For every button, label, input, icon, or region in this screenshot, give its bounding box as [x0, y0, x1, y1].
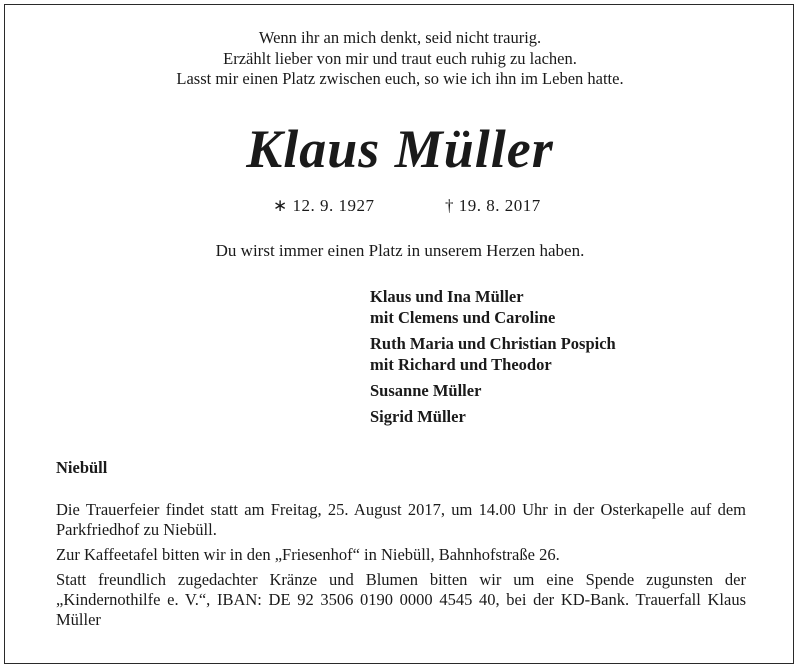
- mourner-entry: [370, 380, 616, 401]
- mourner-line: mit Richard und Theodor: [370, 355, 552, 374]
- coffee-paragraph: Zur Kaffeetafel bitten wir in den „Friesenhof“ in Niebüll, Bahnhofstraße 26.: [56, 545, 560, 564]
- funeral-info: [56, 500, 746, 635]
- death-date: † 19. 8. 2017: [445, 196, 541, 215]
- mourner-entry: [370, 286, 616, 328]
- donation-paragraph: Statt freundlich zugedachter Kränze und Blumen bitten wir um eine Spende zugunsten der „Kindernothilfe e. V.“, IBAN: DE 92 3506 0190 0000 4545 40, bei der KD-Bank. Trauerfall Klaus Müller: [56, 570, 746, 629]
- mourners-list: [370, 286, 616, 432]
- mourner-line: Ruth Maria und Christian Pospich: [370, 334, 616, 353]
- poem-line: Wenn ihr an mich denkt, seid nicht traurig.: [258, 28, 542, 47]
- deceased-name: Klaus Müller: [246, 119, 554, 179]
- mourner-line: Klaus und Ina Müller: [370, 287, 524, 306]
- mourner-line: Sigrid Müller: [370, 407, 466, 426]
- poem-line: Lasst mir einen Platz zwischen euch, so wie ich ihn im Leben hatte.: [176, 69, 624, 88]
- mourner-line: mit Clemens und Caroline: [370, 308, 556, 327]
- mourner-line: Susanne Müller: [370, 381, 482, 400]
- poem-line: Erzählt lieber von mir und traut euch ruhig zu lachen.: [223, 48, 577, 68]
- mourner-entry: [370, 333, 616, 375]
- place-heading: Niebüll: [56, 458, 108, 477]
- poem: [0, 28, 800, 90]
- motto: Du wirst immer einen Platz in unserem Herzen haben.: [215, 241, 585, 260]
- funeral-service-paragraph: Die Trauerfeier findet statt am Freitag, 25. August 2017, um 14.00 Uhr in der Osterkapelle auf dem Parkfriedhof zu Niebüll.: [56, 500, 746, 539]
- birth-date: ∗ 12. 9. 1927: [273, 196, 375, 215]
- mourner-entry: [370, 406, 616, 427]
